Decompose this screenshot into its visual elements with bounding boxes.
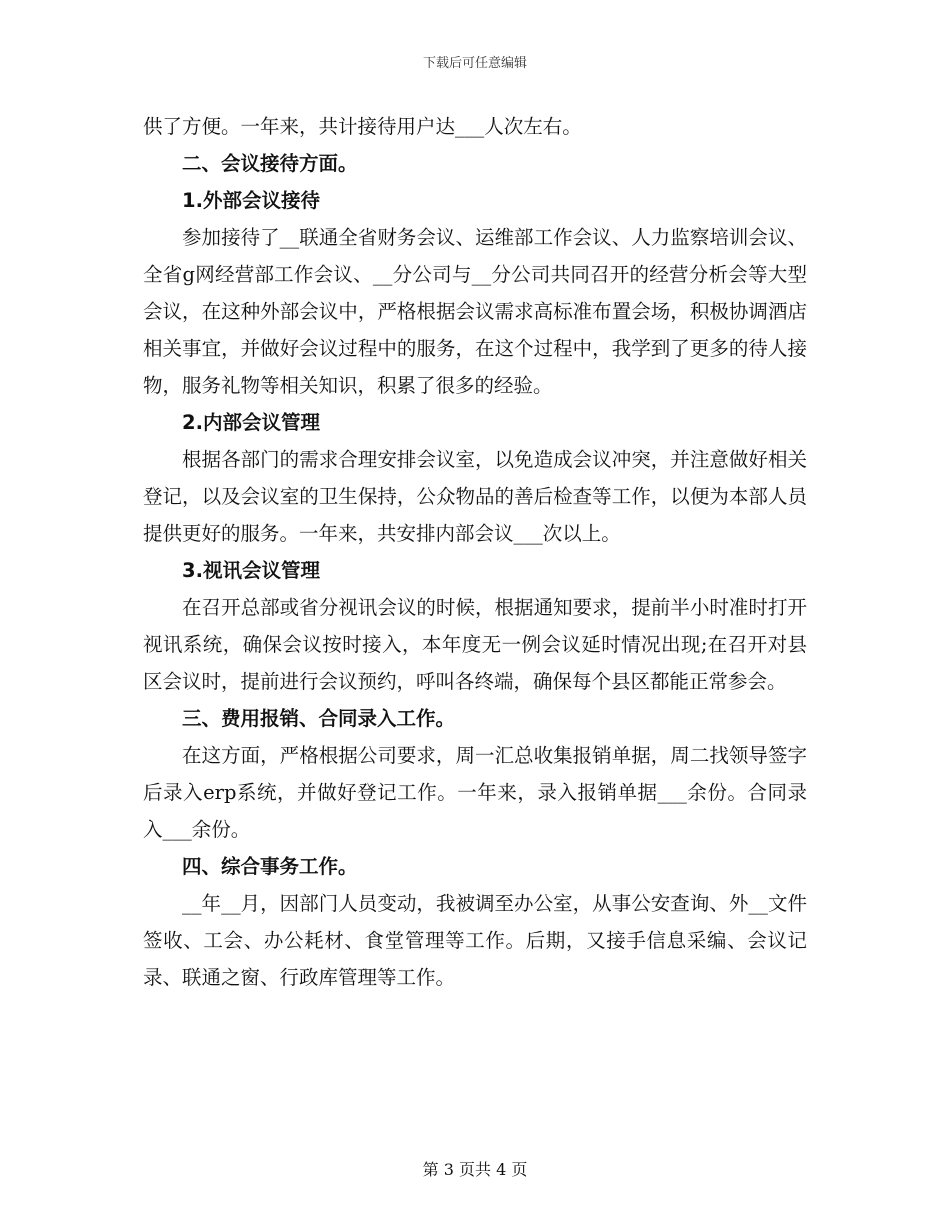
page-header: 下载后可任意编辑 xyxy=(422,56,527,71)
paragraph-continuation: 供了方便。一年来，共计接待用户达___人次左右。 xyxy=(143,115,582,138)
paragraph-video-meetings: 在召开总部或省分视讯会议的时候，根据通知要求，提前半小时准时打开视讯系统，确保会议按时接入，本年度无一例会议延时情况出现;在召开对县区会议时，提前进行会议预约，呼叫各终端，确保每个县区都能正常参会。 xyxy=(143,596,807,693)
subsection-heading-internal: 2.内部会议管理 xyxy=(182,411,320,434)
paragraph-expense: 在这方面，严格根据公司要求，周一汇总收集报销单据，周二找领导签字后录入erp系统，并做好登记工作。一年来，录入报销单据___余份。合同录入___余份。 xyxy=(143,744,807,841)
paragraph-general-affairs: __年__月，因部门人员变动，我被调至办公室，从事公安查询、外__文件签收、工会、办公耗材、食堂管理等工作。后期，又接手信息采编、会议记录、联通之窗、行政库管理等工作。 xyxy=(143,892,807,989)
section-heading-meeting: 二、会议接待方面。 xyxy=(182,152,358,175)
subsection-heading-external: 1.外部会议接待 xyxy=(182,189,320,212)
page-number: 第 3 页共 4 页 xyxy=(422,1160,528,1179)
section-heading-general: 四、综合事务工作。 xyxy=(182,855,358,878)
subsection-heading-video: 3.视讯会议管理 xyxy=(182,559,320,582)
section-heading-expense: 三、费用报销、合同录入工作。 xyxy=(182,707,456,730)
paragraph-external-meetings: 参加接待了__联通全省财务会议、运维部工作会议、人力监察培训会议、全省g网经营部工作会议、__分公司与__分公司共同召开的经营分析会等大型会议，在这种外部会议中，严格根据会议需求高标准布置会场，积极协调酒店相关事宜，并做好会议过程中的服务，在这个过程中，我学到了更多的待人接物，服务礼物等相关知识，积累了很多的经验。 xyxy=(143,226,807,397)
document-body xyxy=(143,108,807,996)
paragraph-internal-meetings: 根据各部门的需求合理安排会议室，以免造成会议冲突，并注意做好相关登记，以及会议室的卫生保持，公众物品的善后检查等工作，以便为本部人员提供更好的服务。一年来，共安排内部会议___次以上。 xyxy=(143,448,807,545)
